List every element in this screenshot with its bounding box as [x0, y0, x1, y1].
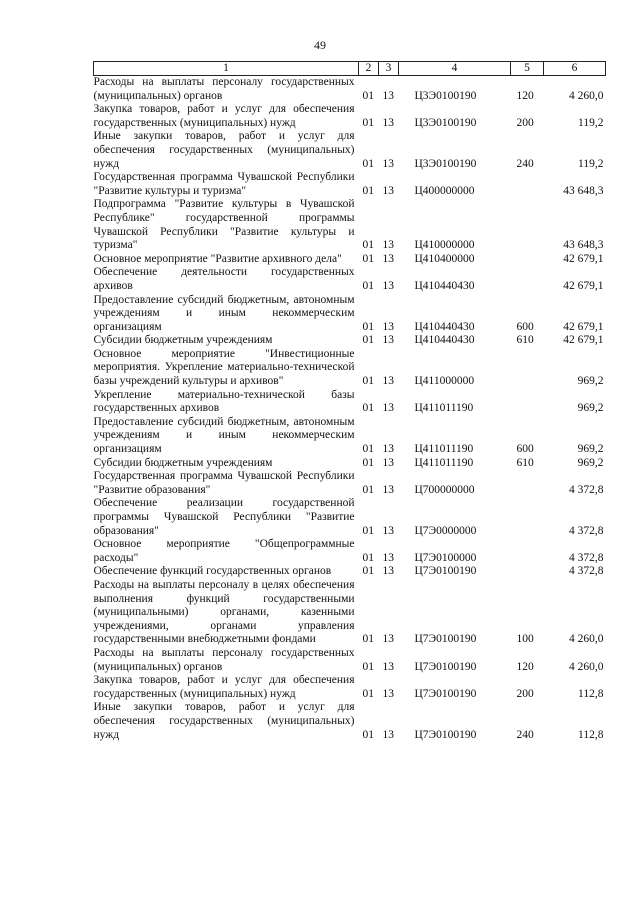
- item-name: Основное мероприятие "Инвестиционные мероприятия. Укрепление материально-технической базы учреждений культуры и архивов": [93, 347, 355, 388]
- item-name: Обеспечение деятельности государственных архивов: [93, 266, 355, 292]
- expense-type-code: 100: [516, 633, 534, 646]
- table-row: [94, 253, 606, 267]
- item-name: Основное мероприятие "Развитие архивного дела": [93, 252, 342, 265]
- subsection-code: 13: [382, 334, 394, 347]
- expense-type-code: 610: [516, 456, 534, 469]
- item-name: Обеспечение реализации государственной программы Чувашской Республики "Развитие образования": [93, 497, 355, 537]
- item-name: Расходы на выплаты персоналу в целях обеспечения выполнения функций государственными (муниципальными) органами, казенными учреждениями, органами управления государственными внебюджетными фондами: [93, 578, 355, 646]
- subsection-code: 13: [382, 157, 394, 170]
- expense-type-code: [511, 266, 544, 293]
- amount: 969,2: [577, 402, 604, 415]
- amount: 112,8: [578, 728, 604, 741]
- amount: 112,8: [578, 687, 604, 700]
- target-article-code: Ц7Э0100190: [414, 728, 477, 741]
- page-number: 49: [314, 38, 326, 52]
- subsection-code: 13: [382, 116, 394, 129]
- target-article-code: Ц7Э0100190: [414, 687, 477, 700]
- target-article-code: Ц410440430: [414, 334, 475, 347]
- subsection-code: 13: [382, 443, 394, 456]
- amount: 4 372,8: [569, 551, 604, 564]
- expense-type-code: [511, 171, 544, 198]
- amount: 4 260,0: [569, 660, 604, 673]
- section-code: 01: [362, 456, 374, 469]
- expense-type-code: 120: [516, 89, 534, 102]
- amount: 4 372,8: [569, 565, 604, 578]
- table-row: [94, 76, 606, 104]
- expense-type-code: 200: [516, 116, 534, 129]
- target-article-code: Ц411011190: [414, 443, 474, 456]
- section-code: 01: [362, 89, 374, 102]
- table-row: [94, 266, 606, 293]
- section-code: 01: [362, 252, 374, 265]
- item-name: Обеспечение функций государственных органов: [93, 565, 332, 578]
- table-body: [94, 76, 606, 743]
- expense-type-code: [511, 565, 544, 579]
- subsection-code: 13: [382, 633, 394, 646]
- column-header: 6: [544, 62, 606, 76]
- table-row: [94, 294, 606, 335]
- column-header: 1: [94, 62, 359, 76]
- amount: 969,2: [577, 375, 604, 388]
- amount: 42 679,1: [563, 320, 604, 333]
- target-article-code: Ц410000000: [414, 239, 475, 252]
- subsection-code: 13: [382, 565, 394, 578]
- item-name: Субсидии бюджетным учреждениям: [93, 334, 273, 347]
- subsection-code: 13: [382, 320, 394, 333]
- amount: 42 679,1: [563, 252, 604, 265]
- subsection-code: 13: [382, 728, 394, 741]
- expense-type-code: 600: [516, 443, 534, 456]
- table-row: [94, 457, 606, 471]
- section-code: 01: [362, 157, 374, 170]
- subsection-code: 13: [382, 375, 394, 388]
- table-row: [94, 701, 606, 742]
- item-name: Закупка товаров, работ и услуг для обеспечения государственных (муниципальных) нужд: [93, 103, 355, 129]
- expense-type-code: [511, 198, 544, 252]
- table-row: [94, 198, 606, 252]
- target-article-code: Ц410440430: [414, 279, 475, 292]
- expense-type-code: [511, 470, 544, 497]
- section-code: 01: [362, 551, 374, 564]
- section-code: 01: [362, 239, 374, 252]
- table-row: [94, 647, 606, 674]
- subsection-code: 13: [382, 252, 394, 265]
- target-article-code: Ц410400000: [414, 252, 475, 265]
- table-row: [94, 674, 606, 701]
- expense-type-code: 120: [516, 660, 534, 673]
- column-header: 5: [511, 62, 544, 76]
- target-article-code: Ц7Э0000000: [414, 524, 477, 537]
- item-name: Расходы на выплаты персоналу государственных (муниципальных) органов: [93, 646, 355, 673]
- target-article-code: Ц3Э0100190: [414, 157, 477, 170]
- subsection-code: 13: [382, 239, 394, 252]
- subsection-code: 13: [382, 89, 394, 102]
- target-article-code: Ц7Э0100190: [414, 565, 477, 578]
- table-row: [94, 130, 606, 171]
- subsection-code: 13: [382, 687, 394, 700]
- item-name: Государственная программа Чувашской Республики "Развитие культуры и туризма": [93, 171, 355, 197]
- expense-type-code: 200: [516, 687, 534, 700]
- target-article-code: Ц400000000: [414, 184, 475, 197]
- column-header: 4: [399, 62, 511, 76]
- target-article-code: Ц411011190: [414, 456, 474, 469]
- target-article-code: Ц7Э0100190: [414, 633, 477, 646]
- item-name: Расходы на выплаты персоналу государственных (муниципальных) органов: [93, 76, 355, 102]
- expense-type-code: [511, 348, 544, 389]
- table-row: [94, 565, 606, 579]
- item-name: Субсидии бюджетным учреждениям: [93, 456, 273, 469]
- table-row: [94, 579, 606, 647]
- amount: 4 372,8: [569, 524, 604, 537]
- target-article-code: Ц7Э0100000: [414, 551, 477, 564]
- section-code: 01: [362, 334, 374, 347]
- expense-type-code: [511, 389, 544, 416]
- section-code: 01: [362, 728, 374, 741]
- table-row: [94, 538, 606, 565]
- expense-type-code: 600: [516, 320, 534, 333]
- item-name: Закупка товаров, работ и услуг для обеспечения государственных (муниципальных) нужд: [93, 674, 355, 700]
- section-code: 01: [362, 375, 374, 388]
- amount: 4 372,8: [569, 483, 604, 496]
- amount: 119,2: [578, 116, 604, 129]
- table-row: [94, 103, 606, 130]
- section-code: 01: [362, 483, 374, 496]
- item-name: Иные закупки товаров, работ и услуг для обеспечения государственных (муниципальных) нужд: [93, 701, 355, 741]
- section-code: 01: [362, 402, 374, 415]
- subsection-code: 13: [382, 551, 394, 564]
- table-row: [94, 171, 606, 198]
- section-code: 01: [362, 320, 374, 333]
- expense-type-code: [511, 538, 544, 565]
- expense-type-code: 240: [516, 157, 534, 170]
- item-name: Основное мероприятие "Общепрограммные расходы": [93, 538, 355, 564]
- table-row: [94, 497, 606, 538]
- expense-type-code: 240: [516, 728, 534, 741]
- amount: 42 679,1: [563, 279, 604, 292]
- amount: 43 648,3: [563, 184, 604, 197]
- target-article-code: Ц411000000: [414, 375, 475, 388]
- amount: 4 260,0: [569, 89, 604, 102]
- budget-table: [93, 61, 606, 742]
- subsection-code: 13: [382, 660, 394, 673]
- section-code: 01: [362, 524, 374, 537]
- amount: 119,2: [578, 157, 604, 170]
- table-row: [94, 334, 606, 348]
- expense-type-code: [511, 253, 544, 267]
- table-row: [94, 389, 606, 416]
- table-header: [94, 62, 606, 76]
- item-name: Подпрограмма "Развитие культуры в Чувашской Республике" государственной программы Чувашской Республики "Развитие культуры и туризма": [93, 198, 355, 252]
- subsection-code: 13: [382, 402, 394, 415]
- section-code: 01: [362, 184, 374, 197]
- section-code: 01: [362, 660, 374, 673]
- section-code: 01: [362, 633, 374, 646]
- subsection-code: 13: [382, 184, 394, 197]
- table-row: [94, 470, 606, 497]
- item-name: Предоставление субсидий бюджетным, автономным учреждениям и иным некоммерческим организациям: [93, 293, 355, 333]
- item-name: Предоставление субсидий бюджетным, автономным учреждениям и иным некоммерческим организациям: [93, 415, 355, 456]
- section-code: 01: [362, 116, 374, 129]
- column-header: 3: [379, 62, 399, 76]
- section-code: 01: [362, 279, 374, 292]
- table-row: [94, 348, 606, 389]
- table-row: [94, 416, 606, 457]
- section-code: 01: [362, 443, 374, 456]
- target-article-code: Ц411011190: [414, 402, 474, 415]
- target-article-code: Ц3Э0100190: [414, 89, 477, 102]
- target-article-code: Ц410440430: [414, 320, 475, 333]
- item-name: Государственная программа Чувашской Республики "Развитие образования": [93, 470, 355, 496]
- section-code: 01: [362, 565, 374, 578]
- amount: 43 648,3: [563, 239, 604, 252]
- subsection-code: 13: [382, 483, 394, 496]
- target-article-code: Ц700000000: [414, 483, 475, 496]
- section-code: 01: [362, 687, 374, 700]
- amount: 4 260,0: [569, 633, 604, 646]
- amount: 969,2: [577, 456, 604, 469]
- column-header: 2: [359, 62, 379, 76]
- target-article-code: Ц3Э0100190: [414, 116, 477, 129]
- item-name: Укрепление материально-технической базы государственных архивов: [93, 388, 355, 415]
- subsection-code: 13: [382, 524, 394, 537]
- expense-type-code: 610: [516, 334, 534, 347]
- amount: 42 679,1: [563, 334, 604, 347]
- amount: 969,2: [577, 443, 604, 456]
- subsection-code: 13: [382, 279, 394, 292]
- target-article-code: Ц7Э0100190: [414, 660, 477, 673]
- item-name: Иные закупки товаров, работ и услуг для обеспечения государственных (муниципальных) нужд: [93, 130, 355, 170]
- expense-type-code: [511, 497, 544, 538]
- subsection-code: 13: [382, 456, 394, 469]
